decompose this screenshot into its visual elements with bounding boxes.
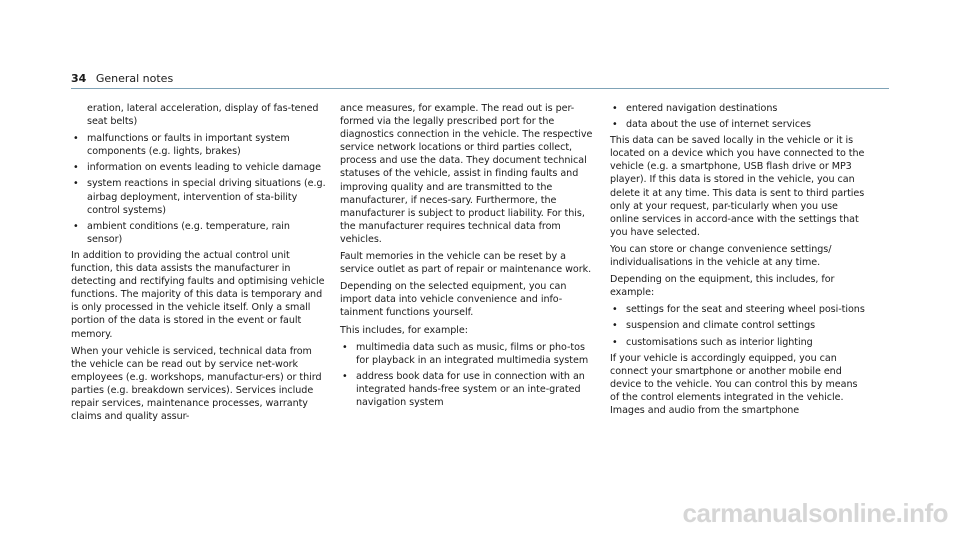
page-header bbox=[71, 72, 173, 86]
paragraph: This data can be saved locally in the vehicle or it is located on a device which you have connected to the vehicle (e.g. a smartphone, USB flash drive or MP3 player). If this data is stored in the vehicle, you can delete it at any time. This data is sent to third parties only at your request, par-ticularly when you use online services in accord-ance with the settings that you have selected. bbox=[610, 135, 865, 238]
paragraph: In addition to providing the actual control unit function, this data assists the manufacturer in detecting and rectifying faults and optimising vehicle functions. The majority of this data is temporary and is only processed in the vehicle itself. Only a small portion of the data is stored in the event or fault memory. bbox=[71, 249, 325, 340]
text-column-3 bbox=[610, 102, 867, 421]
header-divider bbox=[71, 88, 889, 89]
list-item: • address book data for use in connection with an integrated hands-free system or an inte-grated navigation system bbox=[340, 370, 597, 409]
paragraph: ance measures, for example. The read out is per-formed via the legally prescribed port for the diagnostics connection in the vehicle. The respective service network locations or third parties collect, process and use the data. They document technical statuses of the vehicle, assist in finding faults and improving quality and are transmitted to the manufacturer, if neces-sary. Furthermore, the manufacturer is subject to product liability. For this, the manufacturer requires technical data from vehicles. bbox=[340, 103, 593, 245]
list-item: • malfunctions or faults in important system components (e.g. lights, brakes) bbox=[71, 132, 328, 158]
paragraph: This includes, for example: bbox=[340, 324, 468, 336]
text-column-1 bbox=[71, 102, 328, 427]
list-item: • data about the use of internet services bbox=[610, 118, 867, 131]
paragraph: When your vehicle is serviced, technical data from the vehicle can be read out by service net-work employees (e.g. workshops, manufactur-ers) or third parties (e.g. breakdown services). Services include repair services, maintenance processes, warranty claims and quality assur- bbox=[71, 345, 322, 423]
section-title: General notes bbox=[95, 72, 174, 85]
list-item: • ambient conditions (e.g. temperature, rain sensor) bbox=[71, 220, 328, 246]
text-column-2 bbox=[340, 102, 597, 412]
bullet-list bbox=[340, 341, 597, 409]
list-item: • system reactions in special driving situations (e.g. airbag deployment, intervention of sta-bility control systems) bbox=[71, 177, 328, 216]
bullet-list bbox=[610, 303, 867, 348]
list-item: • settings for the seat and steering wheel posi-tions bbox=[610, 303, 867, 316]
continued-list-text: eration, lateral acceleration, display of fas-tened seat belts) bbox=[87, 103, 319, 128]
paragraph: You can store or change convenience settings/ individualisations in the vehicle at any time. bbox=[610, 243, 832, 269]
site-watermark: carmanualsonline.info bbox=[682, 498, 948, 528]
list-item: • suspension and climate control settings bbox=[610, 319, 867, 332]
page-number: 34 bbox=[71, 72, 87, 85]
list-item: • multimedia data such as music, films or pho-tos for playback in an integrated multimedia system bbox=[340, 341, 597, 367]
list-item: • entered navigation destinations bbox=[610, 102, 867, 115]
paragraph: If your vehicle is accordingly equipped, you can connect your smartphone or another mobile end device to the vehicle. You can control this by means of the control elements integrated in the vehicle. Images and audio from the smartphone bbox=[610, 352, 858, 416]
bullet-list bbox=[71, 132, 328, 246]
list-item: • customisations such as interior lighting bbox=[610, 336, 867, 349]
paragraph: Fault memories in the vehicle can be reset by a service outlet as part of repair or maintenance work. bbox=[340, 251, 592, 276]
list-item: • information on events leading to vehicle damage bbox=[71, 161, 328, 174]
bullet-list bbox=[610, 102, 867, 131]
paragraph: Depending on the selected equipment, you can import data into vehicle convenience and info-tainment functions yourself. bbox=[340, 281, 567, 319]
paragraph: Depending on the equipment, this includes, for example: bbox=[610, 274, 835, 299]
